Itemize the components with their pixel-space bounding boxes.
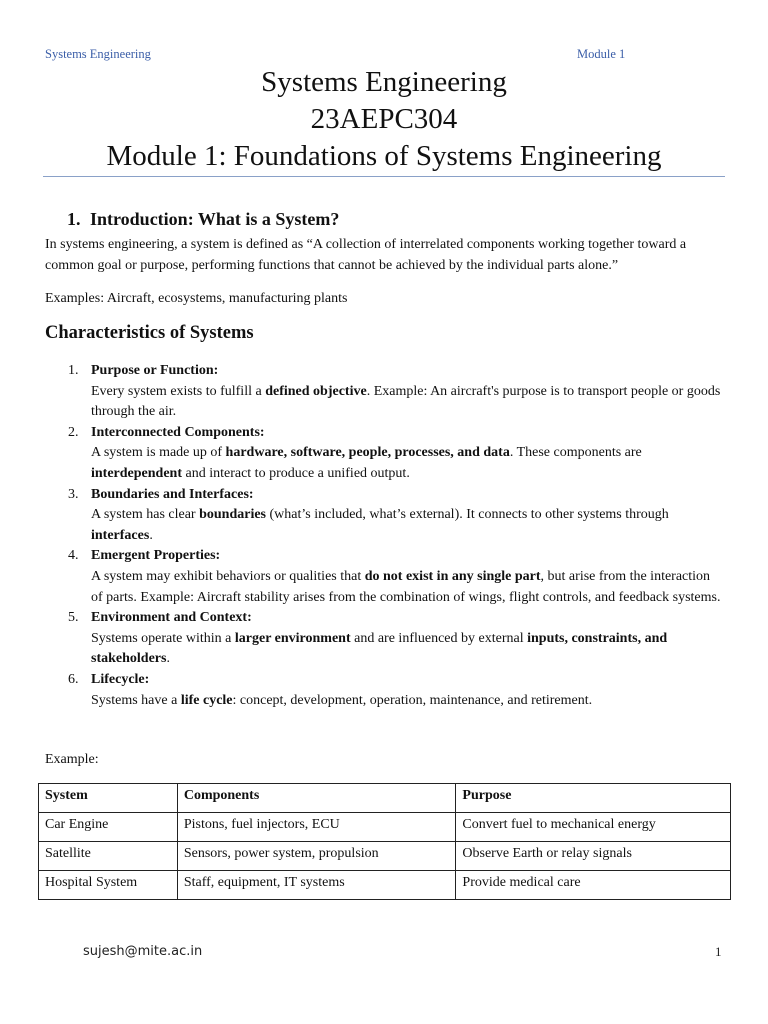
section-number: 1. (67, 209, 81, 229)
emphasis-text: larger environment (234, 630, 351, 646)
list-item-title: Boundaries and Interfaces: (91, 486, 254, 502)
table-cell: Car Engine (39, 813, 178, 842)
table-row (39, 813, 731, 842)
table-cell: Hospital System (39, 871, 178, 900)
list-item (0, 485, 721, 547)
emphasis-text: interdependent (91, 465, 182, 481)
examples-paragraph: Examples: Aircraft, ecosystems, manufacturing plants (45, 291, 348, 306)
list-item-description (91, 567, 721, 608)
table-header-cell: System (39, 784, 178, 813)
body-text: A system may exhibit behaviors or qualities that (91, 568, 365, 584)
table-cell: Pistons, fuel injectors, ECU (177, 813, 456, 842)
body-text: and interact to produce a unified output. (182, 465, 410, 481)
emphasis-text: life cycle (180, 692, 233, 708)
list-item (0, 423, 721, 485)
list-item-number: 3. (68, 486, 79, 502)
list-item-number: 4. (68, 548, 79, 564)
body-text: . (166, 651, 170, 667)
section-title: Introduction: What is a System? (90, 209, 340, 229)
example-label: Example: (45, 752, 99, 767)
list-item-description (91, 443, 721, 484)
intro-paragraph: In systems engineering, a system is defined as “A collection of interrelated components working together toward a common goal or purpose, performing functions that cannot be achieved by the individual parts alone.” (45, 237, 687, 273)
section-heading-introduction (67, 209, 339, 230)
list-item-title: Interconnected Components: (91, 424, 265, 440)
list-item-title: Lifecycle: (91, 671, 150, 687)
body-text: (what’s included, what’s external). It connects to other systems through (266, 507, 669, 523)
emphasis-text: defined objective (265, 383, 367, 399)
module-title: Module 1: Foundations of Systems Engineering (106, 140, 662, 172)
list-item (0, 361, 721, 423)
systems-example-table (38, 783, 731, 900)
list-item-number: 6. (68, 671, 79, 687)
list-item (0, 546, 721, 608)
table-cell: Sensors, power system, propulsion (177, 842, 456, 871)
list-item-number: 1. (68, 363, 79, 378)
body-text: and are influenced by external (350, 630, 528, 646)
table-cell: Observe Earth or relay signals (456, 842, 731, 871)
list-item (0, 608, 721, 670)
table-row (39, 871, 731, 900)
characteristics-list (0, 361, 768, 711)
characteristics-heading: Characteristics of Systems (45, 323, 254, 343)
list-item-title: Purpose or Function: (91, 363, 219, 378)
list-item-title: Emergent Properties: (91, 548, 221, 564)
body-text: : concept, development, operation, maintenance, and retirement. (232, 692, 593, 708)
header-course-name: Systems Engineering (45, 47, 151, 61)
body-text: A system is made up of (91, 445, 226, 461)
table-cell: Provide medical care (456, 871, 731, 900)
running-header (45, 47, 635, 65)
table-header-row (39, 784, 731, 813)
body-text: A system has clear (91, 507, 200, 523)
title-divider (43, 176, 725, 177)
list-item-description (91, 505, 721, 546)
emphasis-text: hardware, software, people, processes, and data (225, 445, 510, 461)
list-item-description (91, 691, 721, 712)
list-item-title: Environment and Context: (91, 610, 252, 626)
course-title: Systems Engineering (261, 66, 507, 98)
body-text: Systems have a (91, 692, 181, 708)
footer-email: sujesh@mite.ac.in (83, 944, 203, 959)
page-number: 1 (715, 944, 722, 959)
body-text: . Example: An aircraft's purpose is to transport people or goods through the air. (91, 383, 721, 420)
title-block (0, 64, 768, 175)
list-item-description (91, 382, 721, 423)
table-cell: Satellite (39, 842, 178, 871)
list-item (0, 670, 721, 711)
body-text: Every system exists to fulfill a (91, 383, 266, 399)
table-cell: Staff, equipment, IT systems (177, 871, 456, 900)
table-row (39, 842, 731, 871)
body-text: . (149, 527, 153, 543)
body-text: . These components are (509, 445, 642, 461)
emphasis-text: boundaries (199, 507, 267, 523)
body-text: Systems operate within a (91, 630, 235, 646)
list-item-number: 5. (68, 610, 79, 626)
body-text: , but arise from the interaction of parts. Example: Aircraft stability arises from the combination of wings, flight controls, and feedback systems. (91, 568, 721, 605)
table-header-cell: Purpose (456, 784, 731, 813)
course-code: 23AEPC304 (310, 103, 458, 135)
emphasis-text: inputs, constraints, and stakeholders (91, 630, 668, 667)
header-module-label: Module 1 (577, 47, 626, 61)
table-header-cell: Components (177, 784, 456, 813)
list-item-number: 2. (68, 424, 79, 440)
emphasis-text: interfaces (91, 527, 150, 543)
table-cell: Convert fuel to mechanical energy (456, 813, 731, 842)
list-item-description (91, 629, 721, 670)
emphasis-text: do not exist in any single part (364, 568, 541, 584)
